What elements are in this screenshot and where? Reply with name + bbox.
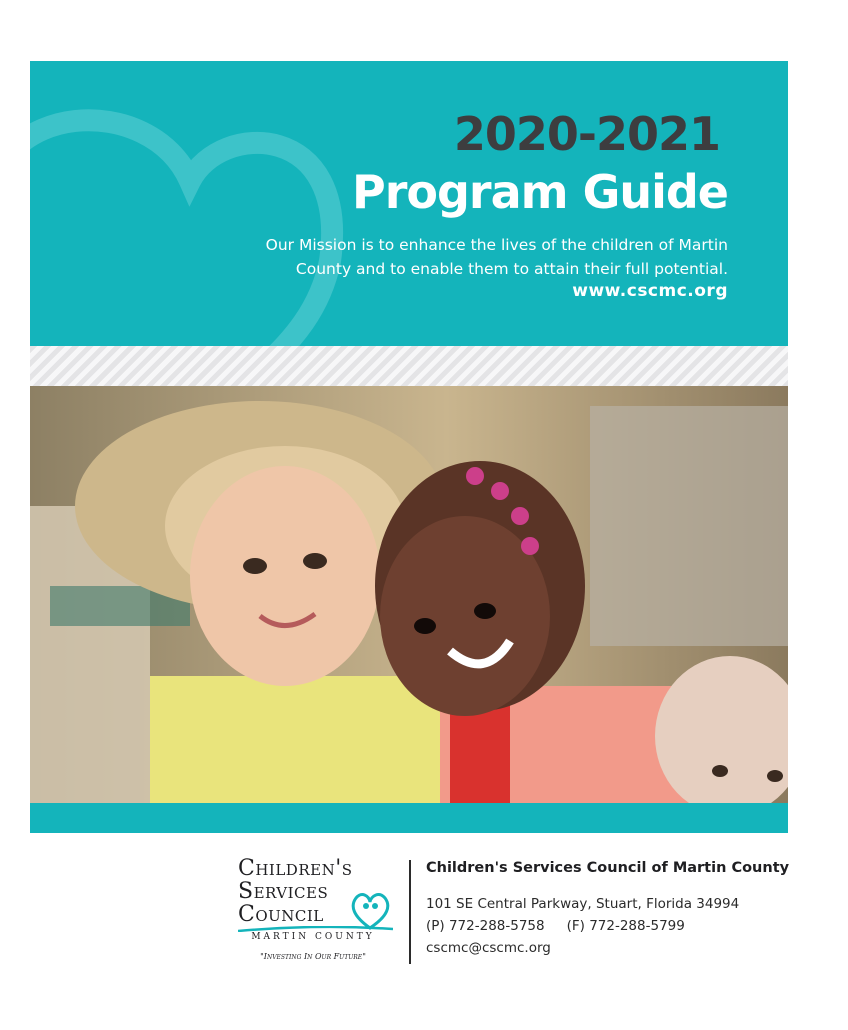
children-photo xyxy=(30,386,788,803)
logo-line-3: Council xyxy=(238,902,324,927)
logo-line-1: Children's xyxy=(238,856,353,881)
guide-year: 2020-2021 xyxy=(453,107,720,161)
logo-county: MARTIN COUNTY xyxy=(251,932,375,942)
organization-name: Children's Services Council of Martin County xyxy=(426,860,790,876)
logo-line-2: Services xyxy=(238,879,329,904)
cover xyxy=(30,61,788,833)
fax-number: (F) 772-288-5799 xyxy=(566,918,685,934)
cover-header xyxy=(30,61,788,346)
website-link[interactable]: www.cscmc.org xyxy=(572,281,728,301)
guide-title: Program Guide xyxy=(351,165,728,219)
vertical-divider xyxy=(409,860,411,964)
mission-statement xyxy=(208,233,728,281)
mission-line-1: Our Mission is to enhance the lives of the children of Martin xyxy=(265,236,728,254)
striped-band xyxy=(30,346,788,386)
csc-logo xyxy=(238,858,398,968)
mission-line-2: County and to enable them to attain their full potential. xyxy=(295,260,728,278)
phone-fax-line xyxy=(426,918,685,934)
teal-footer-bar xyxy=(30,803,788,833)
logo-tagline: "Investing In Our Future" xyxy=(260,952,366,961)
photo-illustration xyxy=(30,386,788,803)
phone-number[interactable]: (P) 772-288-5758 xyxy=(426,918,545,934)
email-link[interactable]: cscmc@cscmc.org xyxy=(426,940,551,956)
address: 101 SE Central Parkway, Stuart, Florida 34994 xyxy=(426,896,740,912)
